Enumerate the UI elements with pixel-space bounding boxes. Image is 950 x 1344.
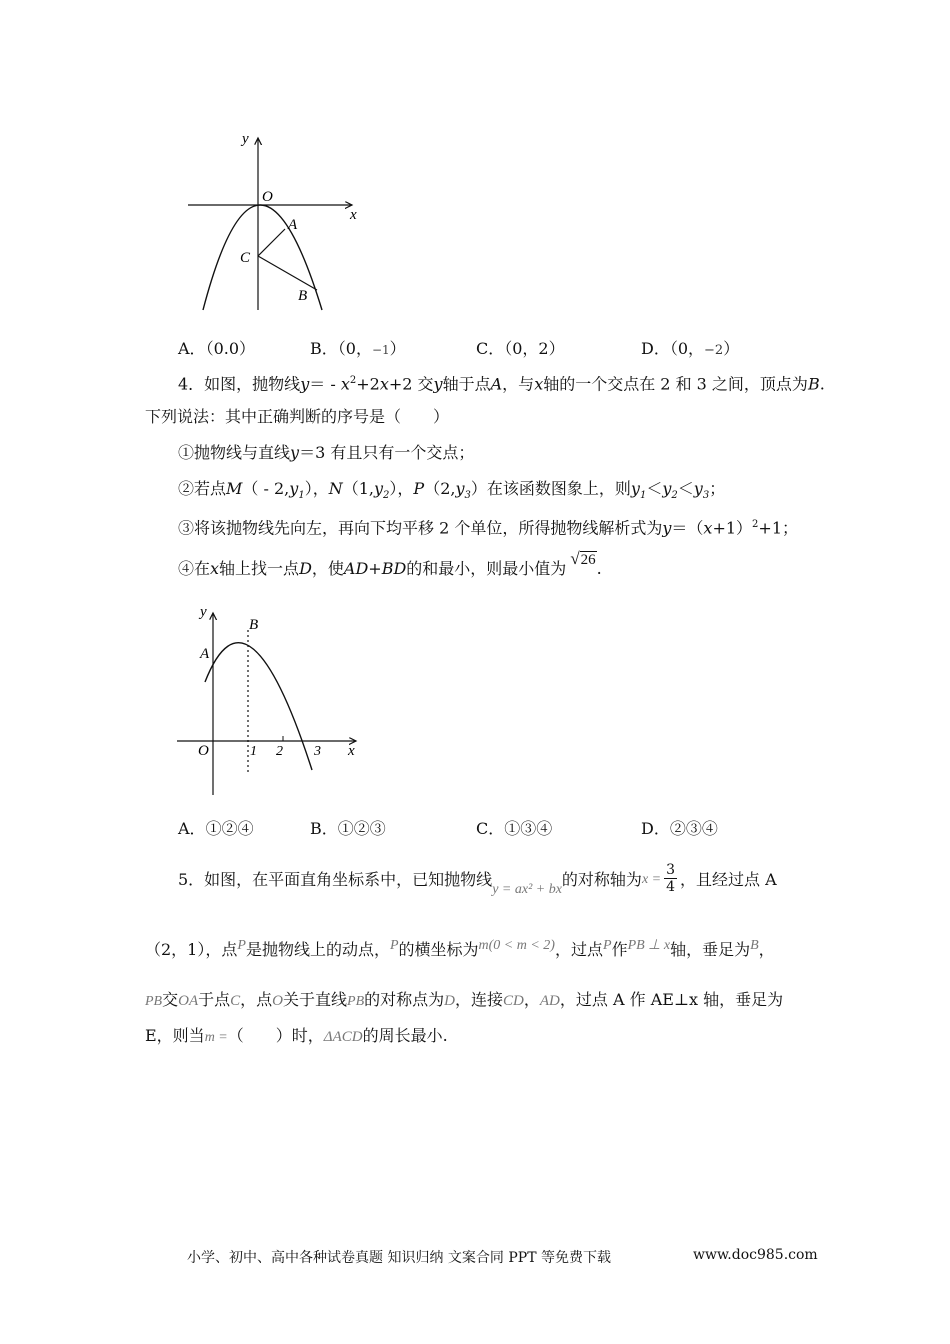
label-y: y (242, 131, 249, 147)
q3-option-d[interactable]: D．（0，−2） (641, 339, 740, 358)
label-C: C (240, 250, 251, 266)
label-y: y (200, 604, 207, 620)
label-x: x (350, 207, 357, 223)
parabola-equation: y = ax² + bx (492, 882, 562, 897)
q4-line-1: 4．如图，抛物线$y= - x^2+2x+2$ 交y轴于点A，与x轴的一个交点在 2 和 3 之间，顶点为B. (178, 374, 825, 394)
q4-statement-4: ④在x轴上找一点D，使AD+BD的和最小，则最小值为√26. (178, 549, 602, 578)
q4-option-a[interactable]: A．①②④ (178, 819, 254, 838)
segment-CA (258, 229, 285, 256)
tick-label-2: 2 (276, 744, 283, 759)
q5-line-4: E，则当m =（ ）时，ΔACD的周长最小. (145, 1026, 448, 1045)
q5-line-2: （2，1），点P是抛物线上的动点，P的横坐标为m(0 < m < 2)，过点P作PB ⊥ x轴，垂足为B， (145, 938, 775, 959)
q3-option-b[interactable]: B．（0，−1） (310, 339, 406, 358)
fraction-3-4: $\frac{3}{4}$ (666, 862, 676, 895)
label-A: A (288, 217, 298, 233)
q5-line-3: PB交OA于点C，点O关于直线PB的对称点为D，连接CD，AD，过点 A 作 AE⊥x 轴，垂足为 (145, 990, 784, 1009)
q4-statement-3: ③将该抛物线先向左，再向下均平移 2 个单位，所得抛物线解析式为$y=(x+1)^2+1$； (178, 518, 799, 538)
footer-text: 小学、初中、高中各种试卷真题 知识归纳 文案合同 PPT 等免费下载 (187, 1250, 611, 1266)
q3-option-a[interactable]: A．（0.0） (178, 339, 256, 358)
figure-1-parabola-graph (180, 125, 370, 315)
tick-label-3: 3 (314, 744, 321, 759)
label-x: x (348, 743, 355, 759)
q4-line-2: 下列说法：其中正确判断的序号是（ ） (145, 407, 450, 426)
label-O: O (198, 743, 209, 759)
q4-statement-2: ②若点$M( - 2,y_1)$，$N(1,y_2)$，$P(2,y_3)$在该函数图象上，则$y_1<y_2<y_3$； (178, 479, 726, 502)
q4-option-b[interactable]: B．①②③ (310, 819, 386, 838)
sqrt-26: √26 (570, 549, 596, 568)
tick-label-1: 1 (250, 744, 257, 759)
label-B: B (249, 617, 259, 633)
q3-option-c[interactable]: C．（0，2） (476, 339, 565, 358)
q4-option-c[interactable]: C．①③④ (476, 819, 553, 838)
parabola-curve (205, 643, 312, 770)
q4-option-d[interactable]: D．②③④ (641, 819, 718, 838)
label-O: O (262, 189, 273, 205)
q4-statement-1: ①抛物线与直线y＝3 有且只有一个交点； (178, 443, 475, 462)
figure-2-parabola-graph (170, 600, 370, 800)
label-A: A (200, 646, 210, 662)
footer-url[interactable]: www.doc985.com (693, 1247, 818, 1263)
q5-line-1: 5．如图，在平面直角坐标系中，已知抛物线y = ax² + bx的对称轴为x = $\frac{3}{4}$ ，且经过点 A (178, 862, 777, 897)
label-B: B (298, 288, 308, 304)
segment-CB (258, 256, 317, 290)
